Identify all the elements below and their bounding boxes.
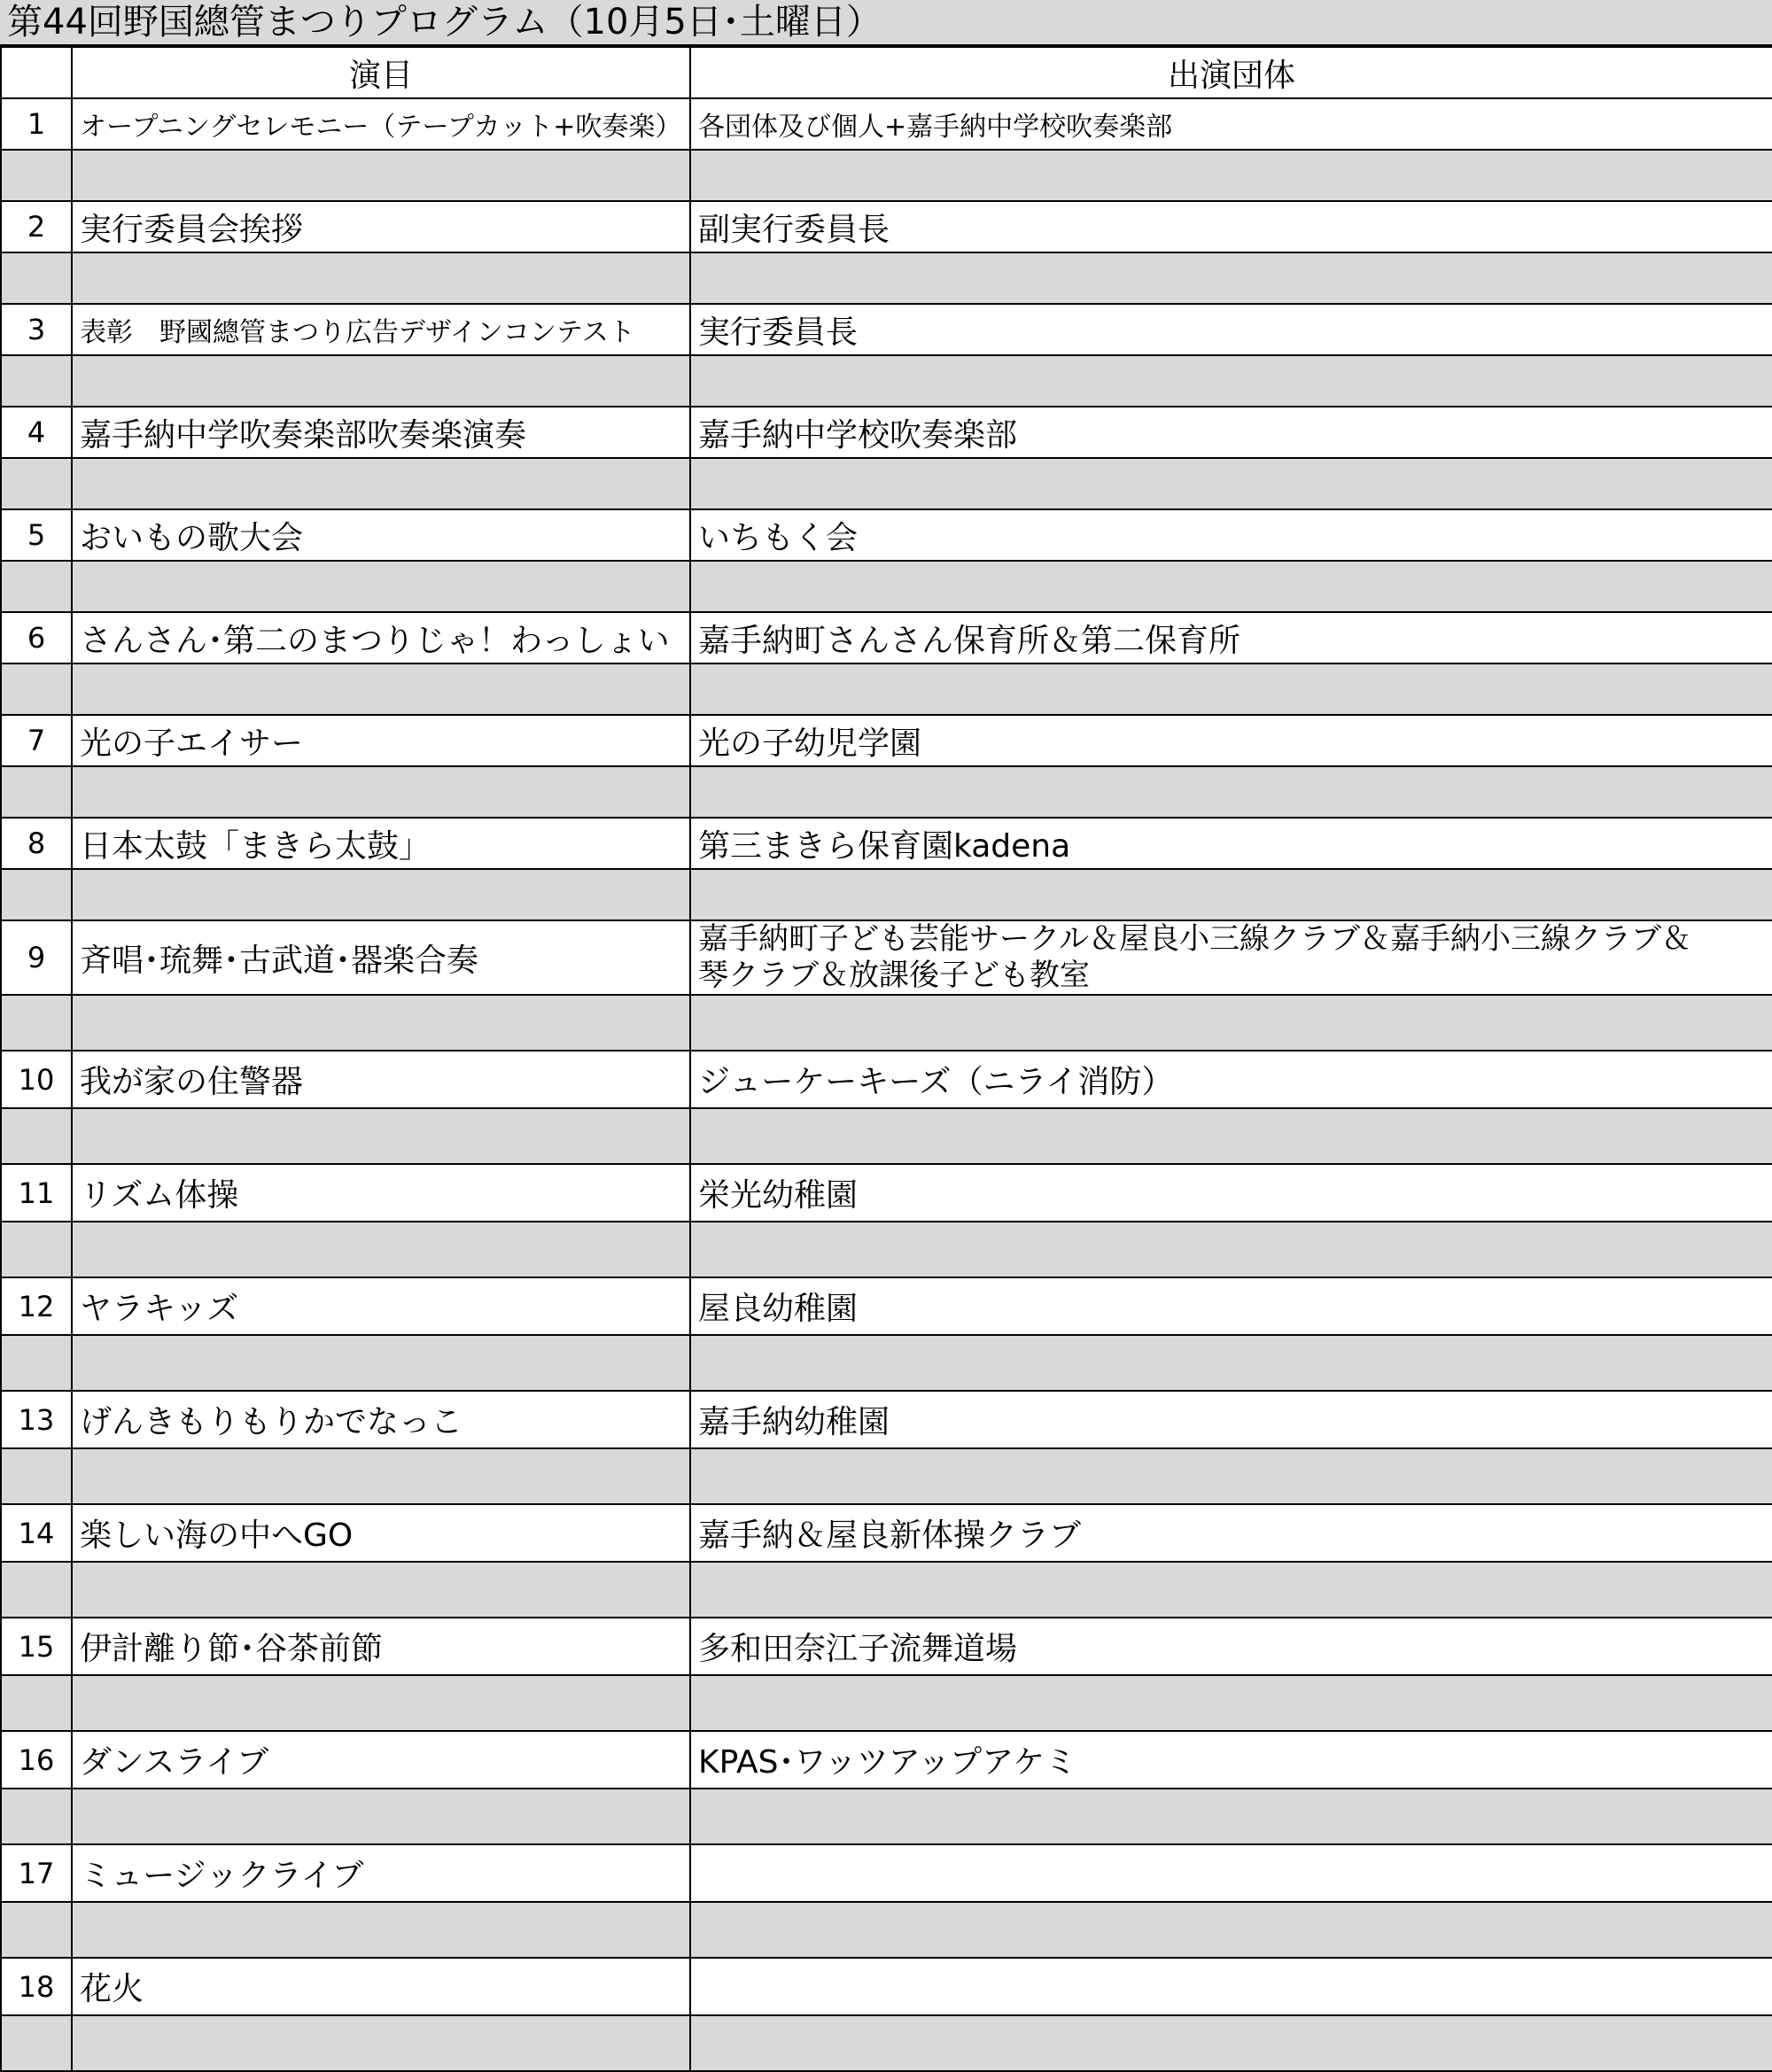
program-item: リズム体操 (72, 1164, 690, 1222)
program-item: ヤラキッズ (72, 1277, 690, 1335)
performing-group: 多和田奈江子流舞道場 (690, 1618, 1772, 1675)
spacer-cell (690, 252, 1772, 304)
spacer-cell (1, 766, 72, 818)
performing-group: KPAS･ワッツアップアケミ (690, 1731, 1772, 1789)
spacer-cell (1, 2015, 72, 2071)
spacer-cell (690, 150, 1772, 201)
performing-group: 栄光幼稚園 (690, 1164, 1772, 1222)
table-row (1, 1391, 1772, 1448)
table-row (1, 612, 1772, 664)
row-number: 12 (1, 1277, 72, 1335)
table-row (1, 1051, 1772, 1108)
table-row (1, 715, 1772, 766)
header-item: 演目 (72, 47, 690, 98)
spacer-row (1, 150, 1772, 201)
performing-group: 実行委員長 (690, 304, 1772, 355)
header-row (1, 47, 1772, 98)
row-number: 3 (1, 304, 72, 355)
header-group: 出演団体 (690, 47, 1772, 98)
spacer-row (1, 252, 1772, 304)
spacer-cell (72, 1448, 690, 1504)
row-number: 9 (1, 920, 72, 995)
spacer-row (1, 458, 1772, 509)
performing-group: 嘉手納町さんさん保育所＆第二保育所 (690, 612, 1772, 664)
spacer-cell (72, 1789, 690, 1844)
row-number: 1 (1, 98, 72, 150)
table-row (1, 98, 1772, 150)
spacer-cell (690, 1222, 1772, 1277)
spacer-row (1, 2015, 1772, 2071)
table-row (1, 1164, 1772, 1222)
performing-group (690, 1844, 1772, 1902)
row-number: 11 (1, 1164, 72, 1222)
program-item: さんさん･第二のまつりじゃ！わっしょい (72, 612, 690, 664)
spacer-cell (690, 995, 1772, 1051)
table-row (1, 1277, 1772, 1335)
spacer-cell (72, 664, 690, 715)
spacer-cell (690, 355, 1772, 407)
spacer-row (1, 1902, 1772, 1958)
program-item: おいもの歌大会 (72, 509, 690, 561)
spacer-row (1, 995, 1772, 1051)
row-number: 13 (1, 1391, 72, 1448)
program-item: ミュージックライブ (72, 1844, 690, 1902)
spacer-row (1, 664, 1772, 715)
row-number: 18 (1, 1958, 72, 2015)
spacer-cell (690, 1108, 1772, 1164)
row-number: 17 (1, 1844, 72, 1902)
program-item: 我が家の住警器 (72, 1051, 690, 1108)
spacer-cell (690, 1448, 1772, 1504)
program-item: 実行委員会挨拶 (72, 201, 690, 252)
spacer-cell (690, 561, 1772, 612)
spacer-cell (690, 1562, 1772, 1618)
spacer-cell (690, 1902, 1772, 1958)
program-item: ダンスライブ (72, 1731, 690, 1789)
spacer-row (1, 355, 1772, 407)
spacer-cell (1, 561, 72, 612)
spacer-row (1, 766, 1772, 818)
spacer-cell (1, 150, 72, 201)
spacer-cell (1, 1222, 72, 1277)
spacer-cell (690, 1675, 1772, 1731)
program-item: 斉唱･琉舞･古武道･器楽合奏 (72, 920, 690, 995)
performing-group: 屋良幼稚園 (690, 1277, 1772, 1335)
program-item: 嘉手納中学吹奏楽部吹奏楽演奏 (72, 407, 690, 458)
page-title: 第44回野国總管まつりプログラム（10月5日･土曜日） (0, 0, 1772, 46)
spacer-cell (72, 869, 690, 920)
performing-group: 第三まきら保育園kadena (690, 818, 1772, 869)
spacer-cell (72, 1562, 690, 1618)
spacer-cell (72, 1902, 690, 1958)
spacer-cell (1, 1789, 72, 1844)
table-row (1, 407, 1772, 458)
spacer-row (1, 1562, 1772, 1618)
spacer-cell (690, 1335, 1772, 1391)
table-row (1, 1504, 1772, 1562)
program-table (0, 46, 1772, 2072)
row-number: 10 (1, 1051, 72, 1108)
table-row (1, 920, 1772, 995)
spacer-cell (1, 1902, 72, 1958)
header-number (1, 47, 72, 98)
row-number: 8 (1, 818, 72, 869)
spacer-cell (72, 1675, 690, 1731)
spacer-cell (1, 869, 72, 920)
performing-group: 光の子幼児学園 (690, 715, 1772, 766)
spacer-cell (72, 150, 690, 201)
spacer-cell (72, 458, 690, 509)
performing-group: ジューケーキーズ（ニライ消防） (690, 1051, 1772, 1108)
row-number: 14 (1, 1504, 72, 1562)
spacer-cell (1, 1562, 72, 1618)
performing-group: 各団体及び個人+嘉手納中学校吹奏楽部 (690, 98, 1772, 150)
row-number: 16 (1, 1731, 72, 1789)
table-row (1, 509, 1772, 561)
table-row (1, 1731, 1772, 1789)
spacer-cell (1, 1675, 72, 1731)
program-item: げんきもりもりかでなっこ (72, 1391, 690, 1448)
table-row (1, 1844, 1772, 1902)
spacer-cell (690, 664, 1772, 715)
row-number: 2 (1, 201, 72, 252)
spacer-row (1, 1789, 1772, 1844)
spacer-row (1, 1335, 1772, 1391)
spacer-cell (72, 1335, 690, 1391)
spacer-cell (1, 995, 72, 1051)
table-row (1, 818, 1772, 869)
row-number: 6 (1, 612, 72, 664)
row-number: 15 (1, 1618, 72, 1675)
spacer-cell (1, 1108, 72, 1164)
performing-group-line: 嘉手納町子ども芸能サークル＆屋良小三線クラブ＆嘉手納小三線クラブ＆ (698, 921, 1691, 957)
spacer-cell (690, 458, 1772, 509)
spacer-cell (72, 766, 690, 818)
spacer-cell (72, 252, 690, 304)
performing-group-line: 琴クラブ＆放課後子ども教室 (698, 958, 1090, 993)
program-item: 日本太鼓「まきら太鼓」 (72, 818, 690, 869)
program-item: 表彰 野國總管まつり広告デザインコンテスト (72, 304, 690, 355)
spacer-cell (690, 869, 1772, 920)
performing-group (690, 920, 1772, 995)
row-number: 7 (1, 715, 72, 766)
performing-group: 副実行委員長 (690, 201, 1772, 252)
performing-group: 嘉手納幼稚園 (690, 1391, 1772, 1448)
program-item: オープニングセレモニー（テープカット+吹奏楽） (72, 98, 690, 150)
spacer-cell (72, 561, 690, 612)
spacer-cell (690, 2015, 1772, 2071)
program-item: 光の子エイサー (72, 715, 690, 766)
table-row (1, 304, 1772, 355)
spacer-cell (72, 355, 690, 407)
table-row (1, 1618, 1772, 1675)
spacer-cell (72, 995, 690, 1051)
spacer-cell (72, 2015, 690, 2071)
performing-group (690, 1958, 1772, 2015)
spacer-row (1, 1222, 1772, 1277)
spacer-row (1, 561, 1772, 612)
table-row (1, 1958, 1772, 2015)
performing-group: いちもく会 (690, 509, 1772, 561)
spacer-cell (1, 664, 72, 715)
performing-group: 嘉手納＆屋良新体操クラブ (690, 1504, 1772, 1562)
program-item: 花火 (72, 1958, 690, 2015)
spacer-cell (1, 458, 72, 509)
spacer-cell (690, 766, 1772, 818)
performing-group: 嘉手納中学校吹奏楽部 (690, 407, 1772, 458)
row-number: 5 (1, 509, 72, 561)
table-row (1, 201, 1772, 252)
spacer-row (1, 869, 1772, 920)
spacer-row (1, 1108, 1772, 1164)
program-item: 伊計離り節･谷茶前節 (72, 1618, 690, 1675)
spacer-row (1, 1675, 1772, 1731)
spacer-cell (690, 1789, 1772, 1844)
spacer-cell (1, 1448, 72, 1504)
row-number: 4 (1, 407, 72, 458)
spacer-cell (72, 1108, 690, 1164)
spacer-cell (1, 355, 72, 407)
spacer-cell (1, 1335, 72, 1391)
spacer-cell (1, 252, 72, 304)
program-item: 楽しい海の中へGO (72, 1504, 690, 1562)
spacer-cell (72, 1222, 690, 1277)
spacer-row (1, 1448, 1772, 1504)
